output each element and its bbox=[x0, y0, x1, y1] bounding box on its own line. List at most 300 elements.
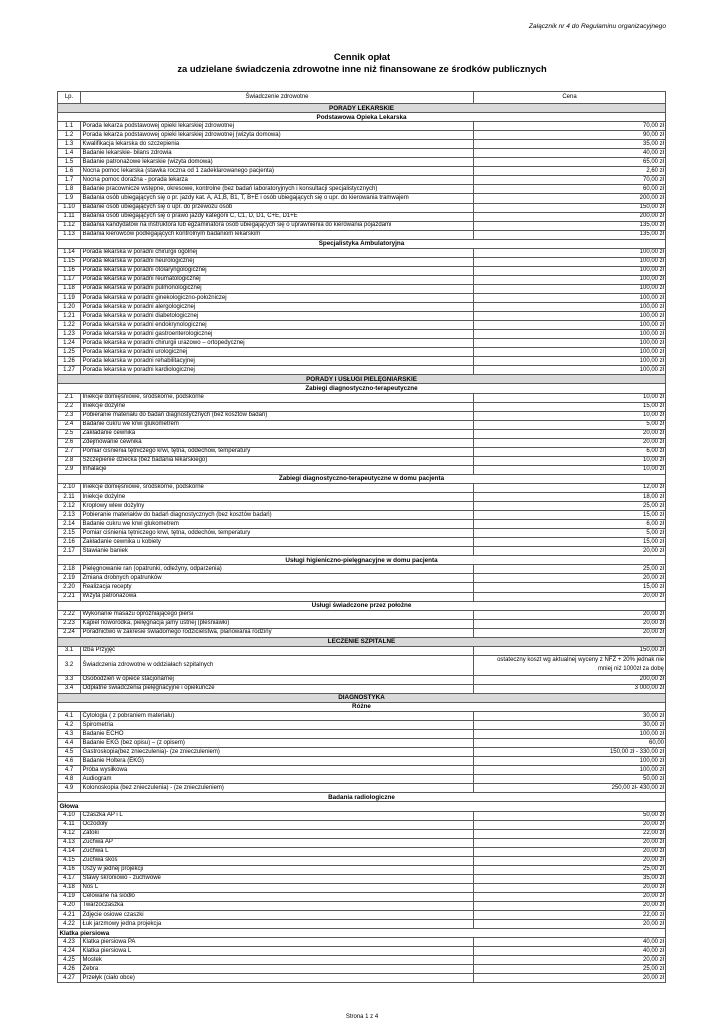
service-cell: Badania kandydatów na instruktora lub egzaminatora osób ubiegających się o uprawnienia do kierowania pojazdami bbox=[81, 222, 474, 230]
table-row bbox=[58, 920, 666, 929]
header-lp: Lp. bbox=[58, 92, 81, 103]
subsection-label: Zabiegi diagnostyczno-terapeutyczne w domu pacjenta bbox=[58, 475, 666, 483]
table-row bbox=[58, 267, 666, 276]
service-cell: Porada lekarska w poradni otolaryngologicznej bbox=[81, 267, 474, 275]
service-cell: Klatka piersiowa L bbox=[81, 947, 474, 955]
service-cell: Mostek bbox=[81, 956, 474, 964]
subsection-row bbox=[58, 556, 666, 565]
service-cell: Zmiana drobnych opatrunków bbox=[81, 574, 474, 582]
price-cell bbox=[474, 656, 666, 675]
service-cell: Realizacja recepty bbox=[81, 583, 474, 591]
service-cell: Stawianie baniek bbox=[81, 547, 474, 555]
service-cell: Porada lekarska w poradni gastroenterologicznej bbox=[81, 330, 474, 338]
lp-cell: 4.17 bbox=[58, 875, 81, 883]
table-row bbox=[58, 303, 666, 312]
lp-cell: 2.12 bbox=[58, 502, 81, 510]
service-cell: Uszy w jednej projekcji bbox=[81, 866, 474, 874]
lp-cell: 1.9 bbox=[58, 194, 81, 202]
table-row bbox=[58, 430, 666, 439]
price-cell: 20,00 zł bbox=[474, 439, 666, 447]
lp-cell: 4.23 bbox=[58, 938, 81, 946]
lp-cell: 2.4 bbox=[58, 421, 81, 429]
lp-cell: 1.18 bbox=[58, 285, 81, 293]
title-line-1: Cennik opłat bbox=[333, 51, 391, 62]
table-row bbox=[58, 140, 666, 149]
service-cell: Czaszka AP i L bbox=[81, 812, 474, 820]
service-cell: Porada lekarska w poradni chirurgii urazowo – ortopedycznej bbox=[81, 339, 474, 347]
price-cell: 20,00 zł bbox=[474, 430, 666, 438]
price-cell: 70,00 zł bbox=[474, 176, 666, 184]
subsection-row bbox=[58, 113, 666, 122]
price-cell: 60,00 bbox=[474, 739, 666, 747]
lp-cell: 4.9 bbox=[58, 784, 81, 792]
price-cell: 12,00 zł bbox=[474, 484, 666, 492]
service-cell: Badanie cukru we krwi glukometrem bbox=[81, 520, 474, 528]
attachment-note: Załącznik nr 4 do Regulaminu organizacyjnego bbox=[528, 23, 666, 30]
lp-cell: 1.17 bbox=[58, 276, 81, 284]
lp-cell: 3.3 bbox=[58, 676, 81, 684]
table-row bbox=[58, 875, 666, 884]
lp-cell: 1.23 bbox=[58, 330, 81, 338]
price-cell: 135,00 zł bbox=[474, 231, 666, 239]
subsection-row bbox=[58, 703, 666, 712]
service-cell: Żuchwa L bbox=[81, 848, 474, 856]
subsection-label: Usługi higieniczno-pielęgnacyjne w domu pacjenta bbox=[58, 556, 666, 564]
service-cell: Kwalifikacja lekarska do szczepienia bbox=[81, 140, 474, 148]
price-table bbox=[57, 91, 666, 983]
price-cell: 65,00 zł bbox=[474, 158, 666, 166]
service-cell: Zdjęcie osiowe czaszki bbox=[81, 911, 474, 919]
lp-cell: 1.20 bbox=[58, 303, 81, 311]
lp-cell: 2.9 bbox=[58, 466, 81, 474]
price-cell: 20,00 zł bbox=[474, 611, 666, 619]
subsection-label: Różne bbox=[58, 703, 666, 711]
price-cell: 50,00 zł bbox=[474, 775, 666, 783]
service-cell: Celowane na siodło bbox=[81, 893, 474, 901]
lp-cell: 4.21 bbox=[58, 911, 81, 919]
price-cell: 135,00 zł bbox=[474, 222, 666, 230]
lp-cell: 2.22 bbox=[58, 611, 81, 619]
service-cell: Zakładanie cewnika u kobiety bbox=[81, 538, 474, 546]
table-row bbox=[58, 511, 666, 520]
price-cell: 100,00 zł bbox=[474, 312, 666, 320]
service-cell: Żuchwa AP bbox=[81, 839, 474, 847]
price-cell: 25,00 zł bbox=[474, 502, 666, 510]
lp-cell: 2.21 bbox=[58, 593, 81, 601]
service-cell: Iniekcje domięśniowe, śródskórne, podskórne bbox=[81, 394, 474, 402]
table-row bbox=[58, 403, 666, 412]
lp-cell: 2.15 bbox=[58, 529, 81, 537]
lp-cell: 1.2 bbox=[58, 131, 81, 139]
price-cell: 30,00 zł bbox=[474, 712, 666, 720]
lp-cell: 2.17 bbox=[58, 547, 81, 555]
price-cell: 20,00 zł bbox=[474, 956, 666, 964]
table-row bbox=[58, 974, 666, 983]
lp-cell: 2.11 bbox=[58, 493, 81, 501]
table-row bbox=[58, 821, 666, 830]
service-cell: Próba wysiłkowa bbox=[81, 766, 474, 774]
price-cell: 50,00 zł bbox=[474, 812, 666, 820]
section-label: DIAGNOSTYKA bbox=[58, 694, 666, 702]
service-cell: Wizyta patronażowa bbox=[81, 593, 474, 601]
service-cell: Świadczenia zdrowotne w oddziałach szpitalnych bbox=[81, 656, 474, 675]
table-row bbox=[58, 766, 666, 775]
service-cell: Szczepienie dziecka (bez badania lekarskiego) bbox=[81, 457, 474, 465]
section-label: PORADY LEKARSKIE bbox=[58, 104, 666, 112]
service-cell: Badania osób ubiegających się o pr. jazdy kat. A, A1,B, B1, T, B+E i osób ubiegających się o upr. do kierowania tramwajem bbox=[81, 194, 474, 202]
service-cell: Kolonoskopia (bez znieczulenia) - (ze znieczuleniem) bbox=[81, 784, 474, 792]
price-cell: 200,00 zł bbox=[474, 676, 666, 684]
service-cell: Wykonanie masażu opróżniającego piersi bbox=[81, 611, 474, 619]
service-cell: Spirometria bbox=[81, 721, 474, 729]
service-cell: Łuk jarzmowy jedna projekcja bbox=[81, 920, 474, 928]
table-row bbox=[58, 830, 666, 839]
table-row bbox=[58, 911, 666, 920]
price-cell: 6,00 zł bbox=[474, 520, 666, 528]
table-row bbox=[58, 412, 666, 421]
price-cell: 60,00 zł bbox=[474, 185, 666, 193]
lp-cell: 1.25 bbox=[58, 348, 81, 356]
header-price: Cena bbox=[474, 92, 666, 103]
table-row bbox=[58, 721, 666, 730]
lp-cell: 4.19 bbox=[58, 893, 81, 901]
table-row bbox=[58, 965, 666, 974]
price-cell: 100,00 zł bbox=[474, 285, 666, 293]
lp-cell: 2.16 bbox=[58, 538, 81, 546]
section-row bbox=[58, 375, 666, 384]
price-cell: 15,00 zł bbox=[474, 403, 666, 411]
price-cell: 40,00 zł bbox=[474, 149, 666, 157]
price-cell: 100,00 zł bbox=[474, 249, 666, 257]
table-row bbox=[58, 748, 666, 757]
price-cell: 22,00 zł bbox=[474, 911, 666, 919]
price-cell: 10,00 zł bbox=[474, 412, 666, 420]
table-row bbox=[58, 285, 666, 294]
service-cell: Porada lekarska w poradni endokrynologicznej bbox=[81, 321, 474, 329]
service-cell: Porada lekarska w poradni alergologicznej bbox=[81, 303, 474, 311]
service-cell: Poradnictwo w zakresie świadomego rodzicielstwa, planowania rodziny bbox=[81, 629, 474, 637]
price-cell: 35,00 zł bbox=[474, 140, 666, 148]
lp-cell: 1.22 bbox=[58, 321, 81, 329]
table-row bbox=[58, 167, 666, 176]
lp-cell: 4.12 bbox=[58, 830, 81, 838]
price-line: ostateczny koszt wg aktualnej wyceny z NFZ + 20% jednak nie bbox=[497, 657, 664, 664]
table-row bbox=[58, 204, 666, 213]
table-row bbox=[58, 421, 666, 430]
lp-cell: 2.6 bbox=[58, 439, 81, 447]
price-cell: 10,00 zł bbox=[474, 394, 666, 402]
lp-cell: 2.24 bbox=[58, 629, 81, 637]
subsection-label: Usługi świadczone przez położne bbox=[58, 602, 666, 610]
table-row bbox=[58, 547, 666, 556]
subsection-row bbox=[58, 240, 666, 249]
subsection-row bbox=[58, 475, 666, 484]
service-cell: Porada lekarska w poradni diabetologicznej bbox=[81, 312, 474, 320]
lp-cell: 4.26 bbox=[58, 965, 81, 973]
table-row bbox=[58, 176, 666, 185]
lp-cell: 4.22 bbox=[58, 920, 81, 928]
group-label: Klatka piersiowa bbox=[58, 929, 666, 937]
table-row bbox=[58, 249, 666, 258]
price-cell: 20,00 zł bbox=[474, 974, 666, 982]
service-cell: Zakładanie cewnika bbox=[81, 430, 474, 438]
table-row bbox=[58, 593, 666, 602]
service-cell: Audiogram bbox=[81, 775, 474, 783]
table-row bbox=[58, 685, 666, 694]
price-cell: 70,00 zł bbox=[474, 122, 666, 130]
table-row bbox=[58, 893, 666, 902]
table-row bbox=[58, 394, 666, 403]
table-row bbox=[58, 366, 666, 375]
lp-cell: 2.10 bbox=[58, 484, 81, 492]
price-cell: 5,00 zł bbox=[474, 529, 666, 537]
service-cell: Porada lekarska w poradni kardiologicznej bbox=[81, 366, 474, 374]
price-cell: 20,00 zł bbox=[474, 884, 666, 892]
subsection-row bbox=[58, 793, 666, 802]
service-cell: Zatoki bbox=[81, 830, 474, 838]
price-cell: 15,00 zł bbox=[474, 511, 666, 519]
section-label: LECZENIE SZPITALNE bbox=[58, 638, 666, 646]
lp-cell: 4.27 bbox=[58, 974, 81, 982]
subsection-row bbox=[58, 384, 666, 393]
price-cell: 20,00 zł bbox=[474, 848, 666, 856]
table-row bbox=[58, 149, 666, 158]
lp-cell: 3.4 bbox=[58, 685, 81, 693]
lp-cell: 4.8 bbox=[58, 775, 81, 783]
price-cell: 100,00 zł bbox=[474, 276, 666, 284]
price-cell: 100,00 zł bbox=[474, 303, 666, 311]
table-row bbox=[58, 620, 666, 629]
lp-cell: 1.8 bbox=[58, 185, 81, 193]
table-row bbox=[58, 330, 666, 339]
price-cell: 30,00 zł bbox=[474, 721, 666, 729]
price-cell: 20,00 zł bbox=[474, 620, 666, 628]
price-line: mniej niż 1000zł za dobę bbox=[597, 666, 664, 673]
service-cell: Porada lekarza podstawowej opieki lekarskiej zdrowotnej bbox=[81, 122, 474, 130]
service-cell: Pielęgnowanie ran (opatrunki, odleżyny, odparzenia) bbox=[81, 565, 474, 573]
service-cell: Porada lekarza podstawowej opieki lekarskiej zdrowotnej (wizyta domowa) bbox=[81, 131, 474, 139]
table-row bbox=[58, 321, 666, 330]
page-number: Strona 1 z 4 bbox=[345, 1014, 379, 1020]
service-cell: Cytologia ( z pobraniem materiału) bbox=[81, 712, 474, 720]
table-row bbox=[58, 574, 666, 583]
service-cell: Pobieranie materiałów do badań diagnostycznych (bez kosztów badań) bbox=[81, 511, 474, 519]
service-cell: Nocna pomoc lekarska (stawka roczna od 1 zadeklarowanego pacjenta) bbox=[81, 167, 474, 175]
lp-cell: 4.15 bbox=[58, 857, 81, 865]
table-row bbox=[58, 629, 666, 638]
service-cell: Przełyk (ciało obce) bbox=[81, 974, 474, 982]
table-row bbox=[58, 357, 666, 366]
lp-cell: 4.24 bbox=[58, 947, 81, 955]
table-row bbox=[58, 466, 666, 475]
table-row bbox=[58, 439, 666, 448]
price-cell: 15,00 zł bbox=[474, 583, 666, 591]
price-cell: 100,00 zł bbox=[474, 267, 666, 275]
subsection-label: Specjalistyka Ambulatoryjna bbox=[58, 240, 666, 248]
table-row bbox=[58, 294, 666, 303]
lp-cell: 4.11 bbox=[58, 821, 81, 829]
price-cell: 3 000,00 zł bbox=[474, 685, 666, 693]
service-cell: Badania kierowców podlegających kontrolnym badaniom lekarskim bbox=[81, 231, 474, 239]
service-cell: Iniekcje dożylne bbox=[81, 403, 474, 411]
table-row bbox=[58, 348, 666, 357]
table-row bbox=[58, 502, 666, 511]
document-title bbox=[0, 51, 724, 75]
lp-cell: 4.14 bbox=[58, 848, 81, 856]
service-cell: Badanie Holtera (EKG) bbox=[81, 757, 474, 765]
table-row bbox=[58, 312, 666, 321]
lp-cell: 1.21 bbox=[58, 312, 81, 320]
table-row bbox=[58, 784, 666, 793]
price-cell: 100,00 zł bbox=[474, 357, 666, 365]
table-row bbox=[58, 902, 666, 911]
section-row bbox=[58, 104, 666, 113]
table-row bbox=[58, 676, 666, 685]
table-row bbox=[58, 583, 666, 592]
group-label: Głowa bbox=[58, 802, 666, 810]
lp-cell: 1.24 bbox=[58, 339, 81, 347]
service-cell: Osobodzień w opiece stacjonarnej bbox=[81, 676, 474, 684]
price-cell: 15,00 zł bbox=[474, 538, 666, 546]
price-cell: 250,00 zł- 430,00 zł bbox=[474, 784, 666, 792]
service-cell: Badania osób ubiegających się o prawo jazdy kategorii C, C1, D, D1, C+E, D1+E bbox=[81, 213, 474, 221]
service-cell: Żuchwa skos bbox=[81, 857, 474, 865]
subsection-label: Zabiegi diagnostyczno-terapeutyczne bbox=[58, 384, 666, 392]
service-cell: Zdejmowanie cewnika bbox=[81, 439, 474, 447]
service-cell: Porada lekarska w poradni chirurgii ogólnej bbox=[81, 249, 474, 257]
table-header-row bbox=[58, 92, 666, 104]
lp-cell: 2.23 bbox=[58, 620, 81, 628]
price-cell: 100,00 zł bbox=[474, 348, 666, 356]
service-cell: Nos L bbox=[81, 884, 474, 892]
table-row bbox=[58, 739, 666, 748]
table-row bbox=[58, 339, 666, 348]
service-cell: Iniekcje domięśniowe, śródskórne, podskórne bbox=[81, 484, 474, 492]
price-cell: 2,60 zł bbox=[474, 167, 666, 175]
table-row bbox=[58, 448, 666, 457]
table-row bbox=[58, 222, 666, 231]
lp-cell: 2.3 bbox=[58, 412, 81, 420]
lp-cell: 3.1 bbox=[58, 647, 81, 655]
service-cell: Klatka piersiowa PA bbox=[81, 938, 474, 946]
lp-cell: 2.1 bbox=[58, 394, 81, 402]
price-cell: 90,00 zł bbox=[474, 131, 666, 139]
table-row bbox=[58, 730, 666, 739]
table-row bbox=[58, 484, 666, 493]
lp-cell: 4.7 bbox=[58, 766, 81, 774]
lp-cell: 1.4 bbox=[58, 149, 81, 157]
table-row bbox=[58, 529, 666, 538]
price-cell: 22,00 zł bbox=[474, 830, 666, 838]
service-cell: Badanie cukru we krwi glukometrem bbox=[81, 421, 474, 429]
service-cell: Porada lekarska w poradni pulmonologicznej bbox=[81, 285, 474, 293]
service-cell: Izba Przyjęć bbox=[81, 647, 474, 655]
subsection-label: Podstawowa Opieka Lekarska bbox=[58, 113, 666, 121]
group-row bbox=[58, 802, 666, 811]
subsection-label: Badania radiologiczne bbox=[58, 793, 666, 801]
lp-cell: 4.13 bbox=[58, 839, 81, 847]
price-cell: 40,00 zł bbox=[474, 938, 666, 946]
price-cell: 200,00 zł bbox=[474, 194, 666, 202]
lp-cell: 1.3 bbox=[58, 140, 81, 148]
table-row bbox=[58, 866, 666, 875]
price-cell: 20,00 zł bbox=[474, 574, 666, 582]
lp-cell: 2.8 bbox=[58, 457, 81, 465]
lp-cell: 4.20 bbox=[58, 902, 81, 910]
table-row bbox=[58, 956, 666, 965]
table-row bbox=[58, 258, 666, 267]
price-cell: 20,00 zł bbox=[474, 547, 666, 555]
service-cell: Kroplowy wlew dożylny bbox=[81, 502, 474, 510]
table-row bbox=[58, 839, 666, 848]
price-cell: 35,00 zł bbox=[474, 875, 666, 883]
price-cell: 150,00 zł bbox=[474, 204, 666, 212]
price-cell: 100,00 zł bbox=[474, 321, 666, 329]
lp-cell: 4.18 bbox=[58, 884, 81, 892]
price-cell: 20,00 zł bbox=[474, 920, 666, 928]
lp-cell: 2.20 bbox=[58, 583, 81, 591]
service-cell: Nocna pomoc doraźna - porada lekarza bbox=[81, 176, 474, 184]
lp-cell: 2.18 bbox=[58, 565, 81, 573]
lp-cell: 1.14 bbox=[58, 249, 81, 257]
table-row bbox=[58, 185, 666, 194]
section-row bbox=[58, 694, 666, 703]
lp-cell: 4.1 bbox=[58, 712, 81, 720]
price-cell: 150,00 zł - 330,00 zł bbox=[474, 748, 666, 756]
table-row bbox=[58, 947, 666, 956]
lp-cell: 2.5 bbox=[58, 430, 81, 438]
lp-cell: 1.5 bbox=[58, 158, 81, 166]
lp-cell: 1.13 bbox=[58, 231, 81, 239]
table-row bbox=[58, 775, 666, 784]
lp-cell: 2.14 bbox=[58, 520, 81, 528]
table-row bbox=[58, 231, 666, 240]
service-cell: Odpłatne świadczenia pielęgnacyjne i opiekuńcze bbox=[81, 685, 474, 693]
table-row bbox=[58, 565, 666, 574]
lp-cell: 4.25 bbox=[58, 956, 81, 964]
service-cell: Żebra bbox=[81, 965, 474, 973]
lp-cell: 1.12 bbox=[58, 222, 81, 230]
lp-cell: 4.10 bbox=[58, 812, 81, 820]
price-cell: 25,00 zł bbox=[474, 565, 666, 573]
lp-cell: 1.16 bbox=[58, 267, 81, 275]
service-cell: Badanie osób ubiegających się o upr. do przewozu osób bbox=[81, 204, 474, 212]
price-cell: 100,00 zł bbox=[474, 766, 666, 774]
table-row bbox=[58, 812, 666, 821]
price-cell: 150,00 zł bbox=[474, 647, 666, 655]
lp-cell: 1.27 bbox=[58, 366, 81, 374]
price-cell: 20,00 zł bbox=[474, 593, 666, 601]
price-cell: 20,00 zł bbox=[474, 629, 666, 637]
price-cell: 6,00 zł bbox=[474, 448, 666, 456]
price-cell: 40,00 zł bbox=[474, 947, 666, 955]
lp-cell: 1.11 bbox=[58, 213, 81, 221]
table-row bbox=[58, 538, 666, 547]
lp-cell: 2.2 bbox=[58, 403, 81, 411]
price-cell: 100,00 zł bbox=[474, 366, 666, 374]
table-row bbox=[58, 884, 666, 893]
price-cell: 20,00 zł bbox=[474, 893, 666, 901]
lp-cell: 3.2 bbox=[58, 656, 81, 675]
lp-cell: 1.10 bbox=[58, 204, 81, 212]
lp-cell: 2.19 bbox=[58, 574, 81, 582]
service-cell: Badanie pracownicze wstępne, okresowe, kontrolne (bez badań laboratoryjnych i konsultacji specjalistycznych) bbox=[81, 185, 474, 193]
price-cell: 100,00 zł bbox=[474, 757, 666, 765]
group-row bbox=[58, 929, 666, 938]
service-cell: Pomiar ciśnienia tętniczego krwi, tętna, oddechów, temperatury bbox=[81, 529, 474, 537]
section-label: PORADY I USŁUGI PIELĘGNIARSKIE bbox=[58, 375, 666, 383]
price-cell: 20,00 zł bbox=[474, 839, 666, 847]
